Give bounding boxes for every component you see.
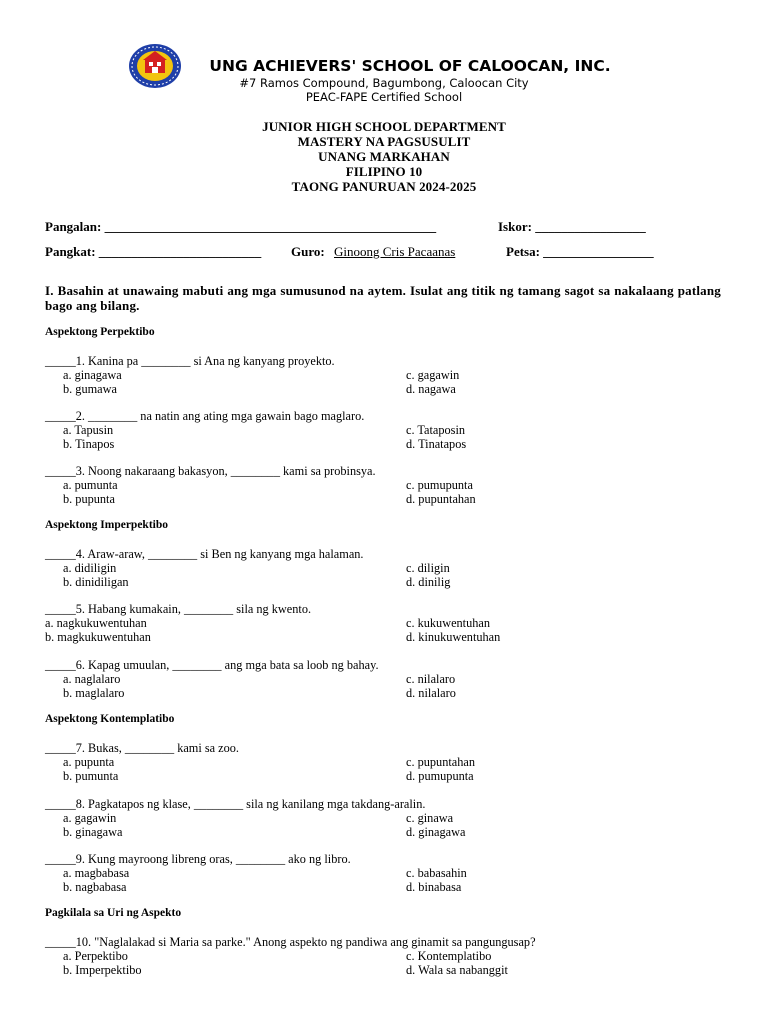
section-title: Pagkilala sa Uri ng Aspekto: [45, 907, 182, 919]
option-b: b. ginagawa: [63, 825, 123, 839]
option-b: b. dinidiligan: [63, 575, 129, 589]
school-name: UNG ACHIEVERS' SCHOOL OF CALOOCAN, INC.: [209, 57, 611, 75]
option-b: b. Tinapos: [63, 437, 115, 451]
question-text: _____3. Noong nakaraang bakasyon, ________ kami sa probinsya.: [45, 464, 376, 478]
option-d: d. dinilig: [406, 575, 451, 589]
option-c: c. pumupunta: [406, 478, 473, 492]
question-text: _____6. Kapag umuulan, ________ ang mga bata sa loob ng bahay.: [45, 658, 379, 672]
option-c: c. nilalaro: [406, 672, 456, 686]
option-a: a. Perpektibo: [63, 949, 128, 963]
option-c: c. gagawin: [406, 368, 460, 382]
option-a: a. ginagawa: [63, 368, 122, 382]
date-field[interactable]: Petsa: _________________: [506, 244, 654, 259]
option-d: d. pupuntahan: [406, 492, 476, 506]
school-certification: PEAC-FAPE Certified School: [305, 90, 463, 104]
question-text: _____7. Bukas, ________ kami sa zoo.: [45, 741, 240, 755]
question-text: _____10. "Naglalakad si Maria sa parke." Anong aspekto ng pandiwa ang ginamit sa pangungusap?: [45, 935, 536, 949]
name-field[interactable]: Pangalan: ___________________________________________________: [45, 219, 437, 234]
option-a: a. pumunta: [63, 478, 118, 492]
teacher-label: Guro:: [291, 244, 325, 259]
option-b: b. maglalaro: [63, 686, 125, 700]
option-d: d. kinukuwentuhan: [406, 630, 501, 644]
option-a: a. magbabasa: [63, 866, 130, 880]
question-text: _____5. Habang kumakain, ________ sila ng kwento.: [45, 602, 312, 616]
subject-title: FILIPINO 10: [345, 164, 423, 179]
option-b: b. magkukuwentuhan: [45, 630, 151, 644]
option-d: d. nilalaro: [406, 686, 456, 700]
score-field[interactable]: Iskor: _________________: [498, 219, 646, 234]
option-d: d. Wala sa nabanggit: [406, 963, 508, 977]
question-text: _____9. Kung mayroong libreng oras, ________ ako ng libro.: [45, 852, 351, 866]
section-title: Aspektong Kontemplatibo: [45, 713, 175, 725]
option-d: d. ginagawa: [406, 825, 466, 839]
option-c: c. pupuntahan: [406, 755, 475, 769]
test-title: MASTERY NA PAGSUSULIT: [297, 134, 471, 149]
section-field[interactable]: Pangkat: _________________________: [45, 244, 262, 259]
option-b: b. pupunta: [63, 492, 115, 506]
option-b: b. nagbabasa: [63, 880, 127, 894]
option-a: a. naglalaro: [63, 672, 121, 686]
quarter-title: UNANG MARKAHAN: [318, 149, 450, 164]
option-a: a. pupunta: [63, 755, 115, 769]
option-a: a. gagawin: [63, 811, 117, 825]
option-d: d. Tinatapos: [406, 437, 467, 451]
question-text: _____2. ________ na natin ang ating mga gawain bago maglaro.: [45, 409, 365, 423]
option-c: c. babasahin: [406, 866, 467, 880]
option-d: d. pumupunta: [406, 769, 474, 783]
option-c: c. diligin: [406, 561, 450, 575]
question-text: _____1. Kanina pa ________ si Ana ng kanyang proyekto.: [45, 354, 335, 368]
option-c: c. kukuwentuhan: [406, 616, 491, 630]
option-c: c. Tataposin: [406, 423, 466, 437]
school-year-title: TAONG PANURUAN 2024-2025: [291, 179, 477, 194]
question-text: _____8. Pagkatapos ng klase, ________ sila ng kanilang mga takdang-aralin.: [45, 797, 426, 811]
option-c: c. ginawa: [406, 811, 454, 825]
option-a: a. nagkukuwentuhan: [45, 616, 147, 630]
option-a: a. Tapusin: [63, 423, 114, 437]
section-title: Aspektong Imperpektibo: [45, 519, 169, 531]
option-a: a. didiligin: [63, 561, 117, 575]
department-title: JUNIOR HIGH SCHOOL DEPARTMENT: [262, 119, 506, 134]
section-title: Aspektong Perpektibo: [45, 326, 155, 338]
option-c: c. Kontemplatibo: [406, 949, 492, 963]
school-address: #7 Ramos Compound, Bagumbong, Caloocan City: [239, 76, 529, 90]
option-b: b. gumawa: [63, 382, 117, 396]
instructions: I. Basahin at unawaing mabuti ang mga sumusunod na aytem. Isulat ang titik ng tamang sagot sa nakalaang patlang bago ang bilang.: [45, 283, 721, 313]
option-b: b. pumunta: [63, 769, 119, 783]
question-text: _____4. Araw-araw, ________ si Ben ng kanyang mga halaman.: [45, 547, 364, 561]
option-d: d. nagawa: [406, 382, 456, 396]
teacher-name: Ginoong Cris Pacaanas: [334, 244, 456, 259]
option-b: b. Imperpektibo: [63, 963, 142, 977]
option-d: d. binabasa: [406, 880, 462, 894]
